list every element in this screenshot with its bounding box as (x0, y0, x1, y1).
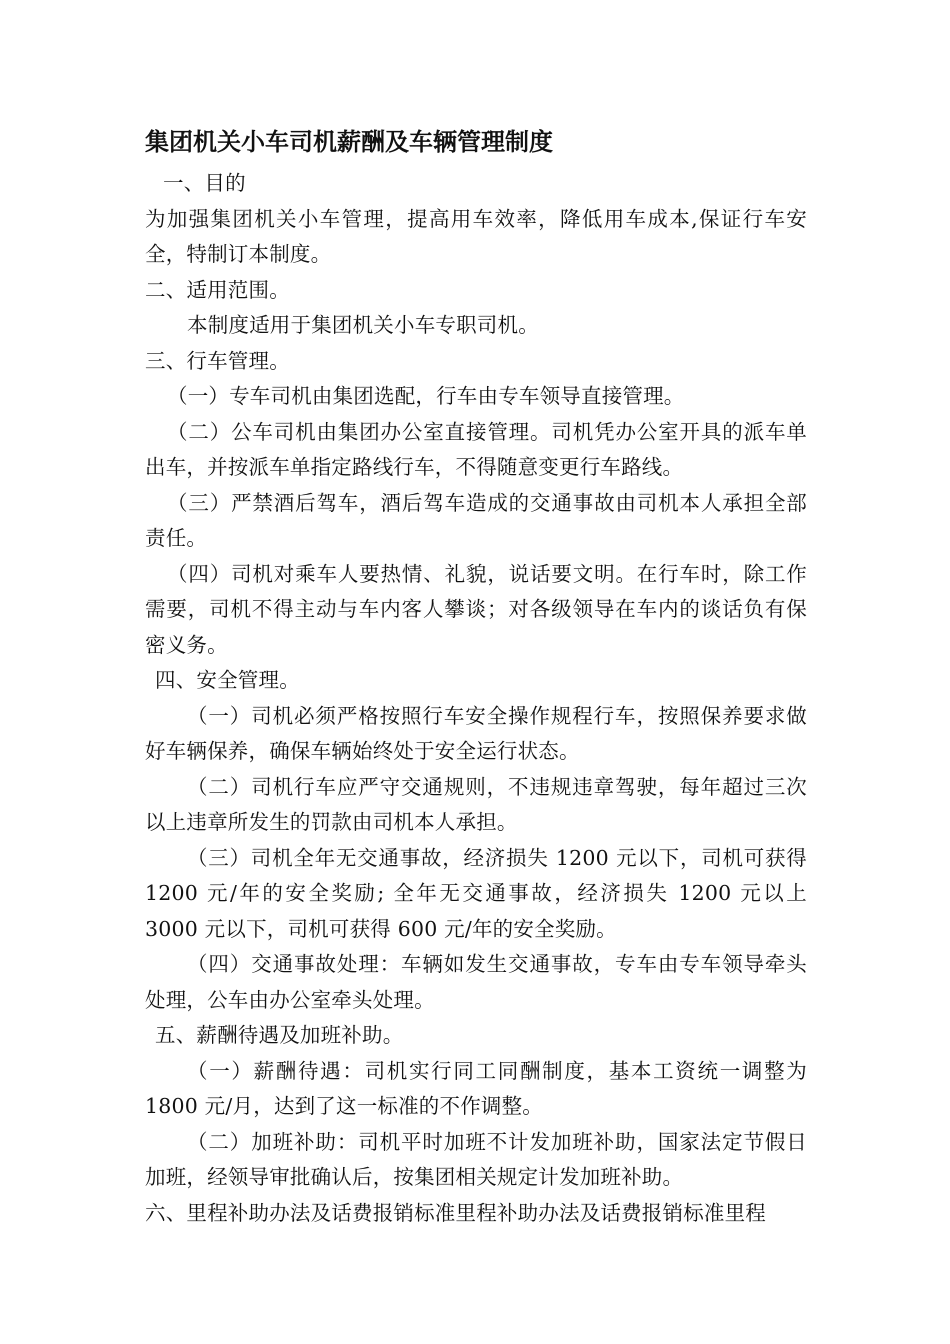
section-heading-safety: 四、安全管理。 (155, 668, 300, 692)
paragraph-driving-1: （一）专车司机由集团选配，行车由专车领导直接管理。 (167, 384, 685, 408)
document-body (145, 166, 807, 1231)
paragraph-safety-3: （三）司机全年无交通事故，经济损失 1200 元以下，司机可获得 1200 元/年的安全奖励; 全年无交通事故，经济损失 1200 元以上 3000 元以下，司机可获得 600 元/年的安全奖励。 (145, 845, 807, 941)
paragraph-salary-2: （二）加班补助：司机平时加班不计发加班补助，国家法定节假日加班，经领导审批确认后，按集团相关规定计发加班补助。 (145, 1129, 807, 1189)
paragraph-purpose: 为加强集团机关小车管理，提高用车效率，降低用车成本,保证行车安全，特制订本制度。 (145, 206, 807, 266)
paragraph-salary-1: （一）薪酬待遇：司机实行同工同酬制度，基本工资统一调整为 1800 元/月，达到了这一标准的不作调整。 (145, 1058, 807, 1118)
document-title: 集团机关小车司机薪酬及车辆管理制度 (145, 128, 553, 156)
section-heading-purpose: 一、目的 (163, 171, 246, 195)
section-heading-salary: 五、薪酬待遇及加班补助。 (155, 1023, 404, 1047)
paragraph-driving-3: （三）严禁酒后驾车，酒后驾车造成的交通事故由司机本人承担全部责任。 (145, 490, 807, 550)
paragraph-driving-2: （二）公车司机由集团办公室直接管理。司机凭办公室开具的派车单出车，并按派车单指定路线行车，不得随意变更行车路线。 (145, 419, 807, 479)
paragraph-safety-4: （四）交通事故处理：车辆如发生交通事故，专车由专车领导牵头处理，公车由办公室牵头处理。 (145, 952, 807, 1012)
paragraph-scope: 本制度适用于集团机关小车专职司机。 (187, 313, 539, 337)
paragraph-driving-4: （四）司机对乘车人要热情、礼貌，说话要文明。在行车时，除工作需要，司机不得主动与车内客人攀谈；对各级领导在车内的谈话负有保密义务。 (145, 561, 807, 657)
section-heading-scope: 二、适用范围。 (145, 277, 290, 302)
section-heading-driving: 三、行车管理。 (145, 348, 290, 373)
paragraph-safety-2: （二）司机行车应严守交通规则，不违规违章驾驶，每年超过三次以上违章所发生的罚款由司机本人承担。 (145, 774, 807, 834)
section-heading-mileage: 六、里程补助办法及话费报销标准里程补助办法及话费报销标准里程 (145, 1200, 766, 1225)
paragraph-safety-1: （一）司机必须严格按照行车安全操作规程行车，按照保养要求做好车辆保养，确保车辆始终处于安全运行状态。 (145, 703, 807, 763)
